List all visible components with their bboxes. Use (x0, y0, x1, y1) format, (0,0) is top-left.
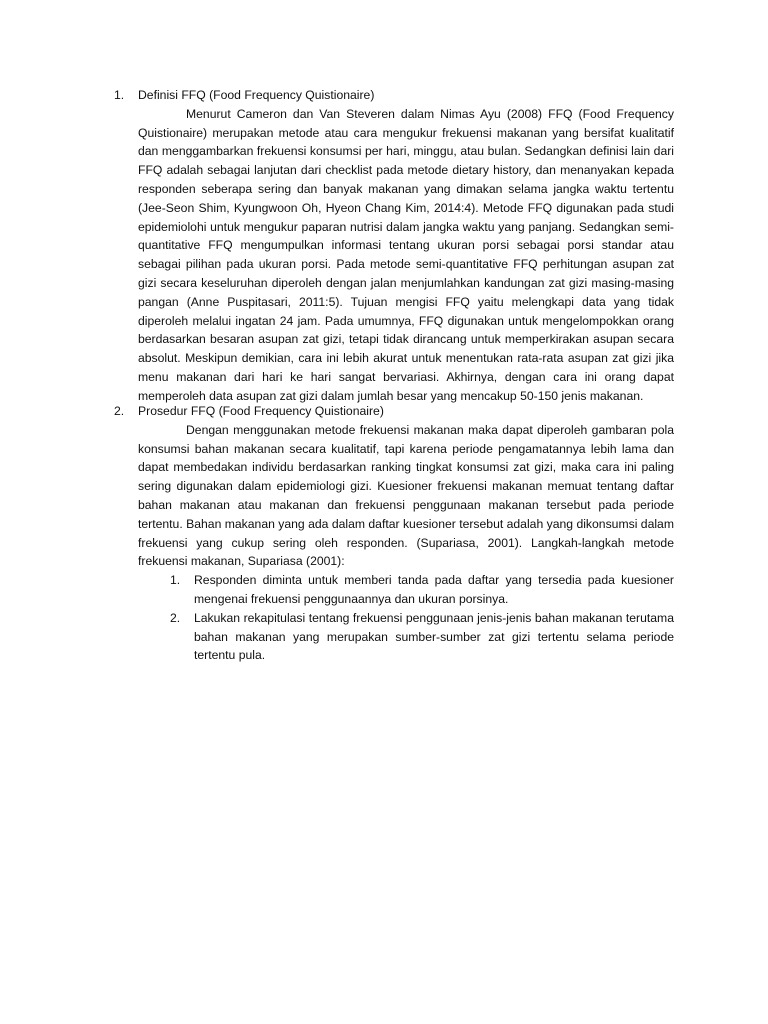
procedure-step (170, 571, 674, 609)
section-number: 1. (114, 88, 125, 102)
section-paragraph: Dengan menggunakan metode frekuensi makanan maka dapat diperoleh gambaran pola konsumsi bahan makanan secara kualitatif, tapi karena periode pengamatannya lebih lama dan dapat membedakan individu berdasarkan ranking tingkat konsumsi zat gizi, maka cara ini paling sering digunakan dalam epidemiologi gizi. Kuesioner frekuensi makanan memuat tentang daftar bahan makanan atau makanan dan frekuensi penggunaan makanan tersebut pada periode tertentu. Bahan makanan yang ada dalam daftar kuesioner tersebut adalah yang dikonsumsi dalam frekuensi yang cukup sering oleh responden. (Supariasa, 2001). Langkah-langkah metode frekuensi makanan, Supariasa (2001): (138, 422, 674, 569)
step-number: 2. (170, 610, 181, 625)
section-title: Definisi FFQ (Food Frequency Quistionaire) (138, 88, 375, 102)
section-prosedur (114, 402, 674, 665)
step-number: 1. (170, 573, 181, 588)
section-heading (114, 86, 674, 105)
section-paragraph: Menurut Cameron dan Van Steveren dalam Nimas Ayu (2008) FFQ (Food Frequency Quistionaire) merupakan metode atau cara mengukur frekuensi makanan yang bersifat kualitatif dan menggambarkan frekuensi konsumsi per hari, minggu, atau bulan. Sedangkan definisi lain dari FFQ adalah sebagai lanjutan dari checklist pada metode dietary history, dan menanyakan kepada responden seberapa sering dan banyak makanan yang dimakan selama jangka waktu tertentu (Jee-Seon Shim, Kyungwoon Oh, Hyeon Chang Kim, 2014:4). Metode FFQ digunakan pada studi epidemiolohi untuk mengukur paparan nutrisi dalam jangka waktu yang panjang. Sedangkan semi-quantitative FFQ mengumpulkan informasi tentang ukuran porsi sebagai porsi standar atau sebagai pilihan pada ukuran porsi. Pada metode semi-quantitative FFQ perhitungan asupan zat gizi secara keseluruhan diperoleh dengan jalan menjumlahkan kandungan zat gizi masing-masing pangan (Anne Puspitasari, 2011:5). Tujuan mengisi FFQ yaitu melengkapi data yang tidak diperoleh melalui ingatan 24 jam. Pada umumnya, FFQ digunakan untuk mengelompokkan orang berdasarkan besaran asupan zat gizi, tetapi tidak dirancang untuk memperkirakan asupan secara absolut. Meskipun demikian, cara ini lebih akurat untuk menentukan rata-rata asupan zat gizi jika menu makanan dari hari ke hari sangat bervariasi. Akhirnya, dengan cara ini orang dapat memperoleh data asupan zat gizi dalam jumlah besar yang mencakup 50-150 jenis makanan. (138, 106, 674, 403)
section-title: Prosedur FFQ (Food Frequency Quistionaire) (138, 404, 384, 418)
section-definisi (114, 86, 674, 406)
procedure-step (170, 609, 674, 665)
procedure-steps-list (138, 571, 674, 665)
step-text: Responden diminta untuk memberi tanda pada daftar yang tersedia pada kuesioner mengenai frekuensi penggunaannya dan ukuran porsinya. (194, 573, 674, 606)
section-heading (114, 402, 674, 421)
section-number: 2. (114, 404, 125, 418)
step-text: Lakukan rekapitulasi tentang frekuensi penggunaan jenis-jenis bahan makanan terutama bahan makanan yang merupakan sumber-sumber zat gizi tertentu selama periode tertentu pula. (194, 610, 674, 663)
